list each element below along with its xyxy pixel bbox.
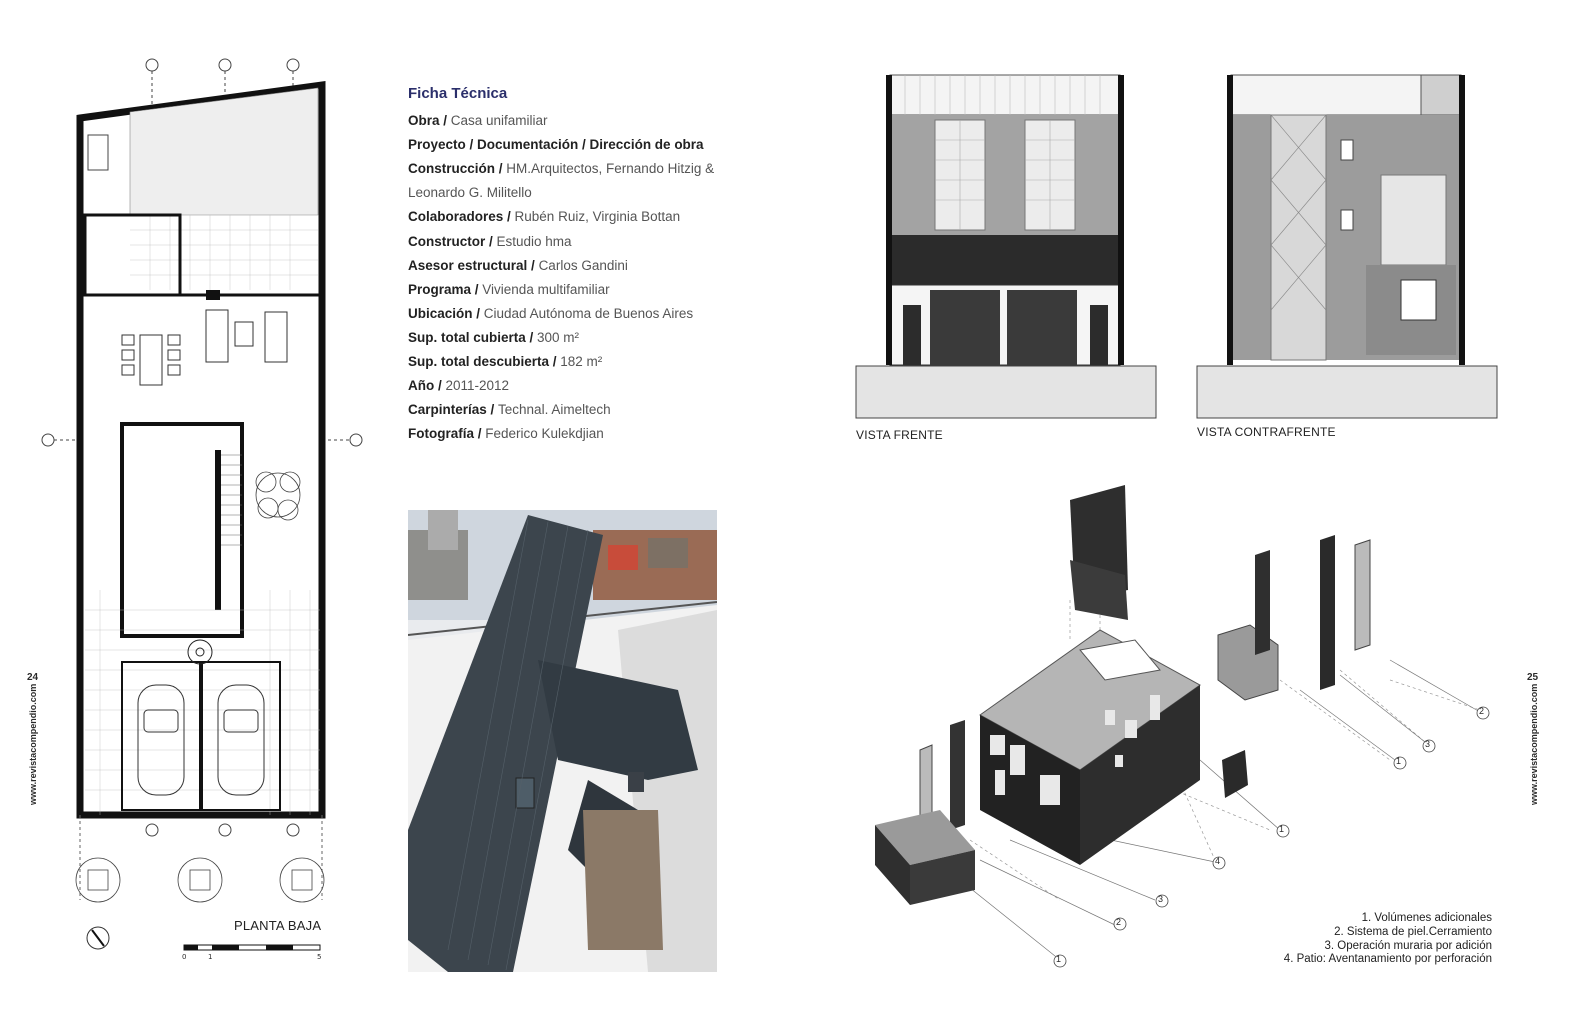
- ficha-row: [408, 254, 738, 278]
- ficha-value: Estudio hma: [496, 233, 572, 249]
- ficha-value: Carlos Gandini: [538, 257, 628, 273]
- ficha-value: 2011-2012: [445, 378, 510, 394]
- ficha-value: Leonardo G. Militello: [408, 185, 532, 201]
- ficha-title: Ficha Técnica: [408, 85, 508, 102]
- ficha-row: [408, 374, 738, 398]
- ficha-value: Federico Kulekdjian: [485, 426, 604, 442]
- ficha-row: [408, 278, 738, 302]
- ficha-row: [408, 109, 738, 133]
- ficha-value: Ciudad Autónoma de Buenos Aires: [483, 305, 694, 321]
- ficha-label: Constructor /: [408, 233, 497, 249]
- ficha-label: Sup. total cubierta /: [408, 329, 538, 345]
- page-number-left: 24: [27, 672, 39, 683]
- ficha-row: [408, 398, 738, 422]
- ficha-row: [408, 205, 738, 229]
- ficha-label: Ubicación /: [408, 305, 484, 321]
- courtyard-photo: [408, 510, 717, 972]
- legend-item: 1. Volúmenes adicionales: [1361, 912, 1492, 924]
- ficha-value: Vivienda multifamiliar: [482, 281, 610, 297]
- ficha-label: Obra /: [408, 113, 451, 129]
- callout-number: 1: [1396, 756, 1402, 766]
- callout-number: 4: [1215, 856, 1221, 866]
- ficha-label: Carpinterías /: [408, 402, 499, 418]
- ficha-row: [408, 422, 738, 446]
- plan-caption: PLANTA BAJA: [234, 918, 322, 933]
- ficha-label: Proyecto / Documentación / Dirección de obra: [408, 137, 704, 153]
- ficha-value: Casa unifamiliar: [450, 113, 548, 129]
- ficha-label: Programa /: [408, 281, 483, 297]
- callout-number: 2: [1479, 706, 1485, 716]
- ficha-label: Asesor estructural /: [408, 257, 539, 273]
- ficha-tecnica: [408, 82, 738, 446]
- ficha-row: [408, 157, 738, 181]
- callout-number: 1: [1056, 954, 1062, 964]
- ficha-row: [408, 326, 738, 350]
- legend-item: 3. Operación muraria por adición: [1324, 939, 1492, 952]
- site-url-right: www.revistacompendio.com: [1529, 683, 1539, 805]
- legend-item: 2. Sistema de piel.Cerramiento: [1334, 925, 1492, 938]
- callout-number: 1: [1279, 824, 1285, 834]
- ficha-label: Colaboradores /: [408, 209, 515, 225]
- callout-number: 3: [1425, 739, 1431, 749]
- scale-label: 1: [208, 953, 213, 961]
- axonometric-legend: [1284, 912, 1492, 967]
- callout-number: 3: [1158, 894, 1164, 904]
- page-number-right: 25: [1527, 672, 1539, 683]
- ficha-value: Rubén Ruiz, Virginia Bottan: [514, 209, 681, 225]
- ficha-value: Technal. Aimeltech: [498, 402, 611, 418]
- ficha-row: [408, 230, 738, 254]
- ficha-label: Sup. total descubierta /: [408, 354, 561, 370]
- ficha-rows: [408, 109, 738, 446]
- front-elevation-caption: VISTA FRENTE: [856, 428, 943, 442]
- ficha-label: Fotografía /: [408, 426, 486, 442]
- rear-elevation: [1196, 70, 1500, 422]
- ficha-row: [408, 302, 738, 326]
- site-url-left: www.revistacompendio.com: [28, 683, 38, 805]
- ficha-label: Construcción /: [408, 161, 507, 177]
- front-elevation: [855, 70, 1159, 422]
- ficha-label: Año /: [408, 378, 446, 394]
- ficha-row: [408, 350, 738, 374]
- axonometric-diagram: [870, 480, 1510, 970]
- callout-number: 2: [1116, 917, 1122, 927]
- scale-label: 0: [182, 953, 187, 961]
- scale-label: 5: [317, 953, 322, 961]
- ficha-value: 182 m²: [560, 354, 603, 370]
- rear-elevation-caption: VISTA CONTRAFRENTE: [1197, 425, 1336, 439]
- ficha-value: HM.Arquitectos, Fernando Hitzig &: [506, 161, 715, 177]
- ficha-row: [408, 181, 738, 205]
- legend-item: 4. Patio: Aventanamiento por perforación: [1283, 953, 1492, 966]
- floor-plan-drawing: [30, 50, 380, 970]
- ficha-row: [408, 133, 738, 157]
- ficha-value: 300 m²: [537, 329, 580, 345]
